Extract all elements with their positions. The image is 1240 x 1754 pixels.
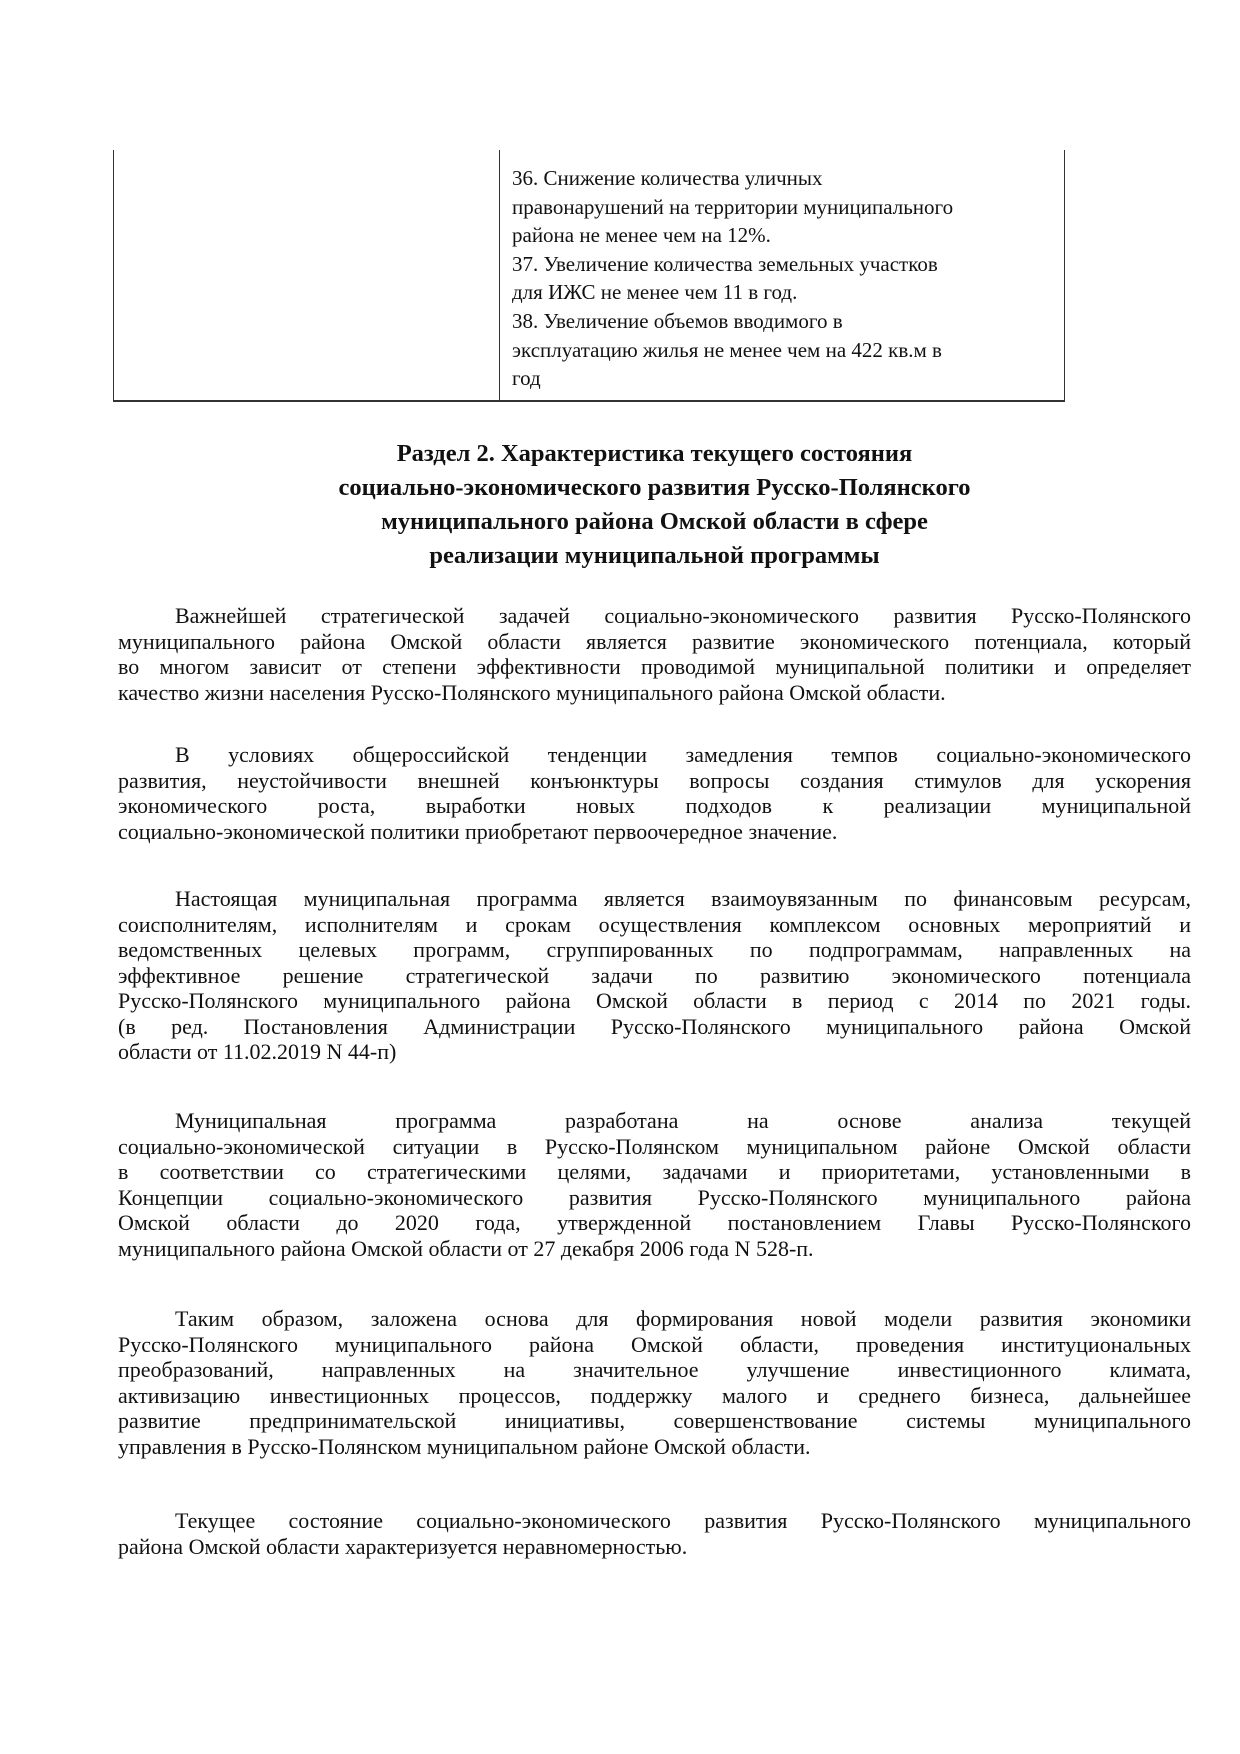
paragraph-line: развития, неустойчивости внешней конъюнктуры вопросы создания стимулов для ускорения (118, 767, 1191, 793)
paragraph-line: Текущее состояние социально-экономического развития Русско-Полянского муниципального (175, 1508, 1191, 1533)
paragraph-line: В условиях общероссийской тенденции замедления темпов социально-экономического (175, 742, 1191, 767)
table-cell-indicators (512, 164, 1052, 393)
paragraph-line: во многом зависит от степени эффективности проводимой муниципальной политики и определяет (118, 654, 1191, 679)
paragraph-line: Таким образом, заложена основа для формирования новой модели развития экономики (175, 1306, 1191, 1331)
paragraph-line: Русско-Полянского муниципального района Омской области, проведения институциональных (118, 1331, 1191, 1357)
paragraph-line: преобразований, направленных на значительное улучшение инвестиционного климата, (118, 1357, 1191, 1382)
table-cell-line: района не менее чем на 12%. (512, 223, 771, 248)
paragraph-line: социально-экономической политики приобретают первоочередное значение. (118, 818, 838, 844)
paragraph-line: экономического роста, выработки новых подходов к реализации муниципальной (118, 793, 1191, 818)
paragraph-line: ведомственных целевых программ, сгруппированных по подпрограммам, направленных на (118, 937, 1191, 962)
paragraph-line: Муниципальная программа разработана на основе анализа текущей (175, 1108, 1191, 1133)
heading-line: муниципального района Омской области в сфере (381, 508, 928, 535)
paragraph-line: соисполнителям, исполнителям и срокам осуществления комплексом основных мероприятий и (118, 911, 1191, 937)
paragraph (118, 1508, 1191, 1559)
table-cell-line: 38. Увеличение объемов вводимого в (512, 308, 843, 333)
paragraph (118, 1306, 1191, 1459)
paragraph-line: муниципального района Омской области от 27 декабря 2006 года N 528-п. (118, 1235, 814, 1261)
paragraph-line: (в ред. Постановления Администрации Русско-Полянского муниципального района Омской (118, 1013, 1191, 1039)
paragraph-line: района Омской области характеризуется неравномерностью. (118, 1533, 688, 1559)
paragraph (118, 603, 1191, 705)
table-cell-line: 36. Снижение количества уличных (512, 166, 823, 190)
paragraph-line: качество жизни населения Русско-Полянского муниципального района Омской области. (118, 679, 946, 705)
table-cell-line: 37. Увеличение количества земельных участков (512, 251, 938, 276)
paragraph-line: в соответствии со стратегическими целями, задачами и приоритетами, установленными в (118, 1159, 1191, 1184)
section-heading (118, 437, 1191, 573)
table-cell-line: эксплуатацию жилья не менее чем на 422 кв.м в (512, 337, 942, 362)
table-cell-line: для ИЖС не менее чем 11 в год. (512, 280, 798, 305)
paragraph (118, 886, 1191, 1065)
table-cell-line: год (512, 366, 541, 391)
heading-line: реализации муниципальной программы (429, 542, 880, 569)
table-cell-line: правонарушений на территории муниципального (512, 194, 954, 219)
table-column-divider (499, 150, 500, 400)
paragraph-line: Важнейшей стратегической задачей социально-экономического развития Русско-Полянского (175, 603, 1191, 628)
paragraph-line: эффективное решение стратегической задачи по развитию экономического потенциала (118, 962, 1191, 988)
indicators-table (113, 150, 1065, 402)
paragraph-line: Концепции социально-экономического развития Русско-Полянского муниципального района (118, 1184, 1191, 1210)
paragraph (118, 742, 1191, 844)
paragraph-line: Русско-Полянского муниципального района Омской области в период с 2014 по 2021 годы. (118, 988, 1191, 1013)
paragraph-line: развитие предпринимательской инициативы, совершенствование системы муниципального (118, 1408, 1191, 1433)
paragraph-line: муниципального района Омской области является развитие экономического потенциала, который (118, 628, 1191, 654)
heading-line: Раздел 2. Характеристика текущего состояния (396, 440, 913, 467)
heading-line: социально-экономического развития Русско-Полянского (338, 474, 971, 501)
paragraph-line: активизацию инвестиционных процессов, поддержку малого и среднего бизнеса, дальнейшее (118, 1382, 1191, 1408)
paragraph-line: управления в Русско-Полянском муниципальном районе Омской области. (118, 1433, 811, 1459)
paragraph-line: области от 11.02.2019 N 44-п) (118, 1039, 397, 1064)
paragraph-line: Омской области до 2020 года, утвержденной постановлением Главы Русско-Полянского (118, 1210, 1191, 1235)
paragraph-line: социально-экономической ситуации в Русско-Полянском муниципальном районе Омской области (118, 1133, 1191, 1159)
paragraph (118, 1108, 1191, 1261)
paragraph-line: Настоящая муниципальная программа является взаимоувязанным по финансовым ресурсам, (175, 886, 1191, 911)
